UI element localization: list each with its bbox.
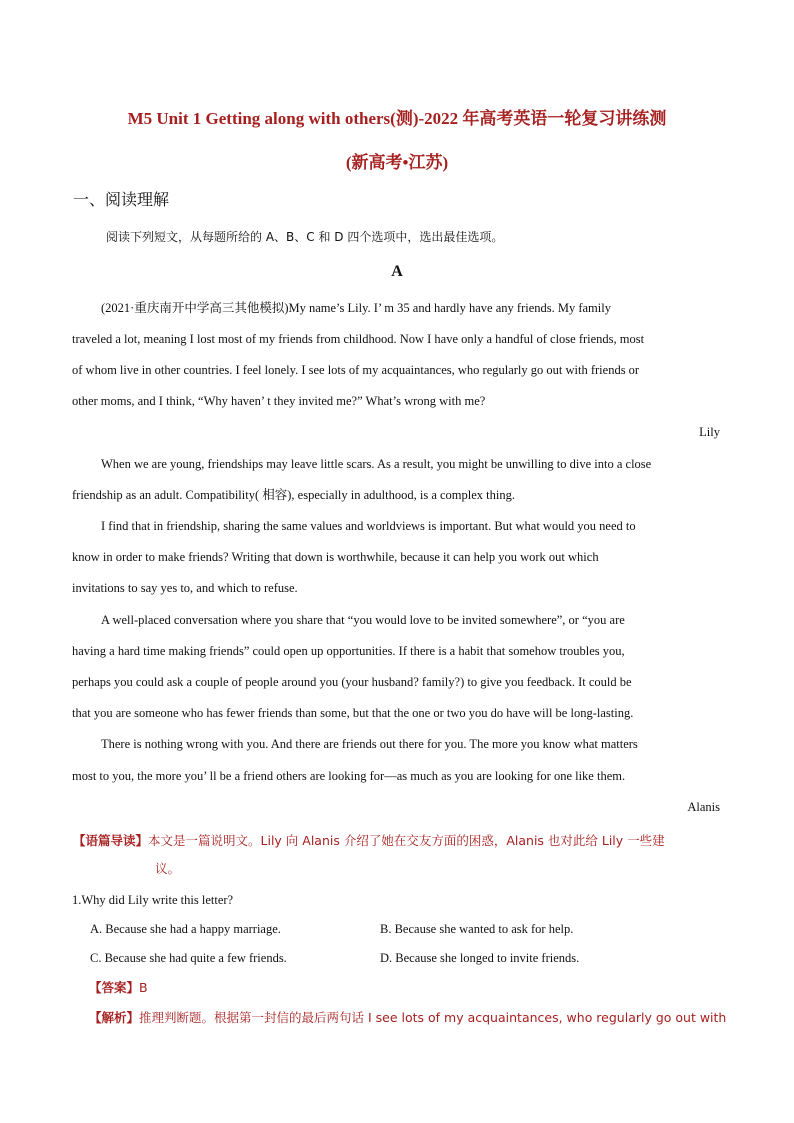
letter2-line: There is nothing wrong with you. And there are friends out there for you. The more you know what matters [101, 737, 638, 751]
letter2-line: most to you, the more you’ ll be a friend others are looking for—as much as you are looking for one like them. [72, 769, 626, 783]
option-c: C. Because she had quite a few friends. [90, 951, 287, 965]
letter2-line: A well-placed conversation where you share that “you would love to be invited somewhere”, or “you are [101, 613, 625, 627]
question-stem: 1.Why did Lily write this letter? [72, 893, 234, 907]
page-subtitle: (新高考•江苏) [345, 153, 449, 172]
option-a: A. Because she had a happy marriage. [90, 922, 281, 936]
letter1-signature: Lily [699, 425, 720, 439]
analysis-label: 【解析】 [89, 1010, 140, 1025]
instruction-text: 阅读下列短文，从每题所给的 A、B、C 和 D 四个选项中，选出最佳选项。 [106, 230, 504, 244]
letter2-line: know in order to make friends? Writing that down is worthwhile, because it can help you work out which [72, 550, 599, 564]
letter2-line: friendship as an adult. Compatibility( 相容), especially in adulthood, is a complex thing. [72, 488, 515, 502]
analysis-text: 推理判断题。根据第一封信的最后两句话 I see lots of my acquaintances, who regularly go out with [139, 1010, 727, 1025]
letter2-signature: Alanis [687, 800, 720, 814]
letter2-line: invitations to say yes to, and which to refuse. [72, 581, 298, 595]
reading-guide [73, 833, 723, 849]
letter1-line: (2021·重庆南开中学高三其他模拟)My name’s Lily. I’ m 35 and hardly have any friends. My family [101, 301, 611, 315]
letter2-line: I find that in friendship, sharing the same values and worldviews is important. But what would you need to [101, 519, 636, 533]
letter2-line: When we are young, friendships may leave little scars. As a result, you might be unwilling to dive into a close [101, 457, 652, 471]
option-d: D. Because she longed to invite friends. [380, 951, 580, 965]
guide-text-cont: 议。 [155, 861, 181, 876]
analysis-line [89, 1010, 726, 1026]
answer-value: B [139, 980, 148, 995]
answer-line [89, 980, 148, 996]
answer-label: 【答案】 [89, 980, 140, 995]
section-heading: 一、阅读理解 [73, 190, 170, 209]
letter2-line: perhaps you could ask a couple of people around you (your husband? family?) to give you feedback. It could be [72, 675, 632, 689]
page-title: M5 Unit 1 Getting along with others(测)-2022 年高考英语一轮复习讲练测 [127, 109, 667, 128]
letter2-line: that you are someone who has fewer friends than some, but that the one or two you do have will be long-lasting. [72, 706, 634, 720]
letter1-line: traveled a lot, meaning I lost most of my friends from childhood. Now I have only a handful of close friends, most [72, 332, 645, 346]
letter1-line: of whom live in other countries. I feel lonely. I see lots of my acquaintances, who regularly go out with friends or [72, 363, 640, 377]
guide-text: 本文是一篇说明文。Lily 向 Alanis 介绍了她在交友方面的困惑，Alanis 也对此给 Lily 一些建 [148, 833, 665, 848]
passage-label: A [391, 263, 403, 280]
guide-label: 【语篇导读】 [73, 833, 149, 848]
letter1-line: other moms, and I think, “Why haven’ t they invited me?” What’s wrong with me? [72, 394, 486, 408]
letter2-line: having a hard time making friends” could open up opportunities. If there is a habit that somehow troubles you, [72, 644, 625, 658]
option-b: B. Because she wanted to ask for help. [380, 922, 574, 936]
